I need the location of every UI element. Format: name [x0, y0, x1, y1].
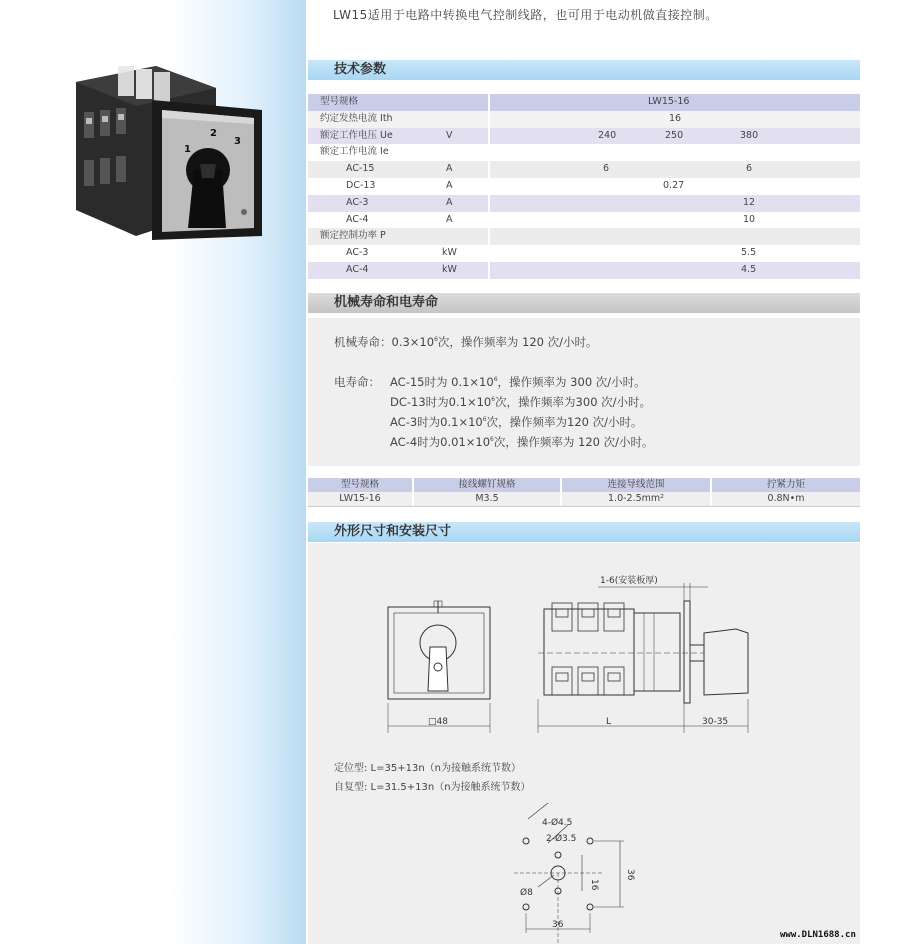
spec-row: [308, 212, 860, 229]
spec-row-value: 6: [746, 163, 753, 175]
screw-table: [308, 478, 860, 507]
spec-row-label: 约定发热电流 Ith: [320, 112, 393, 124]
screw-value-cell: M3.5: [475, 493, 499, 504]
spec-row: [308, 178, 860, 195]
elec-life-line: DC-13时为$0.1\times 10^6$次，操作频率为300 次/小时。: [390, 395, 652, 409]
mech-life-text: 机械寿命：$0.3\times 10^6$次，操作频率为 120 次/小时。: [334, 335, 598, 349]
spec-row-value: 4.5: [741, 263, 757, 275]
spec-header-label: 型号规格: [320, 96, 359, 107]
hole-a-label: 4-Ø4.5: [542, 818, 573, 828]
spec-row: [308, 111, 860, 128]
spec-row-value: 12: [743, 196, 756, 208]
section-life: 机械寿命和电寿命: [308, 293, 860, 313]
spec-row-value: 16: [669, 112, 682, 124]
dim-16-label: 16: [589, 879, 599, 891]
section-dims: 外形尺寸和安装尺寸: [308, 522, 860, 542]
spec-row: [308, 228, 860, 245]
spec-row-value: 10: [743, 213, 756, 225]
screw-value-cell: 1.0-2.5mm²: [608, 493, 664, 504]
spec-row-label: 额定控制功率 P: [320, 230, 386, 242]
spec-row-label: AC-3: [346, 196, 369, 208]
hole-c-label: Ø8: [520, 888, 533, 898]
dial-number-3: 3: [234, 136, 241, 147]
spec-row: [308, 144, 860, 161]
spec-row-value: 5.5: [741, 247, 757, 259]
screw-header-row: [308, 478, 860, 492]
length-label: L: [606, 717, 612, 727]
spec-row: [308, 161, 860, 178]
spec-row-label: DC-13: [346, 179, 376, 191]
spec-row: [308, 128, 860, 145]
right-margin: [862, 0, 903, 944]
screw-value-cell: LW15-16: [339, 493, 381, 504]
formula-return: 自复型: L=31.5+13n（n为接触系统节数）: [334, 782, 531, 793]
hole-b-label: 2-Ø3.5: [546, 834, 577, 844]
spec-row-label: AC-3: [346, 247, 369, 259]
spec-row-value: 6: [603, 163, 610, 175]
knob-depth-label: 30-35: [702, 717, 729, 727]
plate-thickness-label: 1-6(安装板厚): [600, 576, 658, 586]
spec-row: [308, 262, 860, 279]
spec-row-value: 0.27: [663, 179, 685, 191]
spec-row-value: 380: [740, 129, 759, 141]
spec-row-unit: A: [446, 213, 453, 225]
screw-header-cell: 接线螺钉规格: [458, 479, 516, 490]
dial-number-2: 2: [210, 128, 217, 139]
elec-life-line: AC-3时为$0.1\times 10^6$次，操作频率为120 次/小时。: [390, 415, 643, 429]
spec-row-label: AC-15: [346, 163, 375, 175]
spec-row-unit: A: [446, 163, 453, 175]
screw-value-row: [308, 492, 860, 507]
dimension-drawing: [308, 543, 860, 944]
watermark: www.DLN1688.cn: [780, 930, 856, 940]
dial-number-1: 1: [184, 144, 191, 155]
elec-life-line: AC-15时为 $0.1\times 10^6$，操作频率为 300 次/小时。: [390, 375, 646, 389]
dim-36-vertical-label: 36: [625, 869, 635, 881]
spec-header-row: [308, 94, 860, 111]
product-photo: [66, 60, 272, 246]
spec-row-label: AC-4: [346, 263, 369, 275]
section-tech-params: 技术参数: [308, 60, 860, 80]
front-width-label: □48: [428, 717, 448, 727]
spec-row-value: 240: [598, 129, 617, 141]
screw-header-cell: 拧紧力矩: [766, 479, 805, 490]
elec-life-line: AC-4时为$0.01\times 10^6$次，操作频率为 120 次/小时。: [390, 435, 654, 449]
spec-row-unit: A: [446, 179, 453, 191]
spec-row: [308, 195, 860, 212]
spec-row-label: 额定工作电流 Ie: [320, 146, 389, 158]
spec-row-label: 额定工作电压 Ue: [320, 129, 393, 141]
dim-36-horizontal-label: 36: [552, 920, 564, 930]
elec-life-label: 电寿命：: [334, 375, 380, 389]
spec-table: [308, 94, 860, 279]
screw-value-cell: 0.8N•m: [767, 493, 805, 504]
spec-header-model: LW15-16: [648, 96, 690, 107]
spec-row-label: AC-4: [346, 213, 369, 225]
spec-row-unit: A: [446, 196, 453, 208]
life-box: [308, 318, 860, 466]
formula-fixed: 定位型: L=35+13n（n为接触系统节数）: [334, 763, 522, 774]
spec-row: [308, 245, 860, 262]
screw-header-cell: 连接导线范围: [607, 479, 665, 490]
intro-text: LW15适用于电路中转换电气控制线路，也可用于电动机做直接控制。: [333, 8, 718, 22]
screw-header-cell: 型号规格: [340, 479, 379, 490]
spec-row-unit: V: [446, 129, 453, 141]
spec-row-unit: kW: [442, 263, 457, 275]
spec-row-unit: kW: [442, 247, 457, 259]
spec-row-value: 250: [665, 129, 684, 141]
